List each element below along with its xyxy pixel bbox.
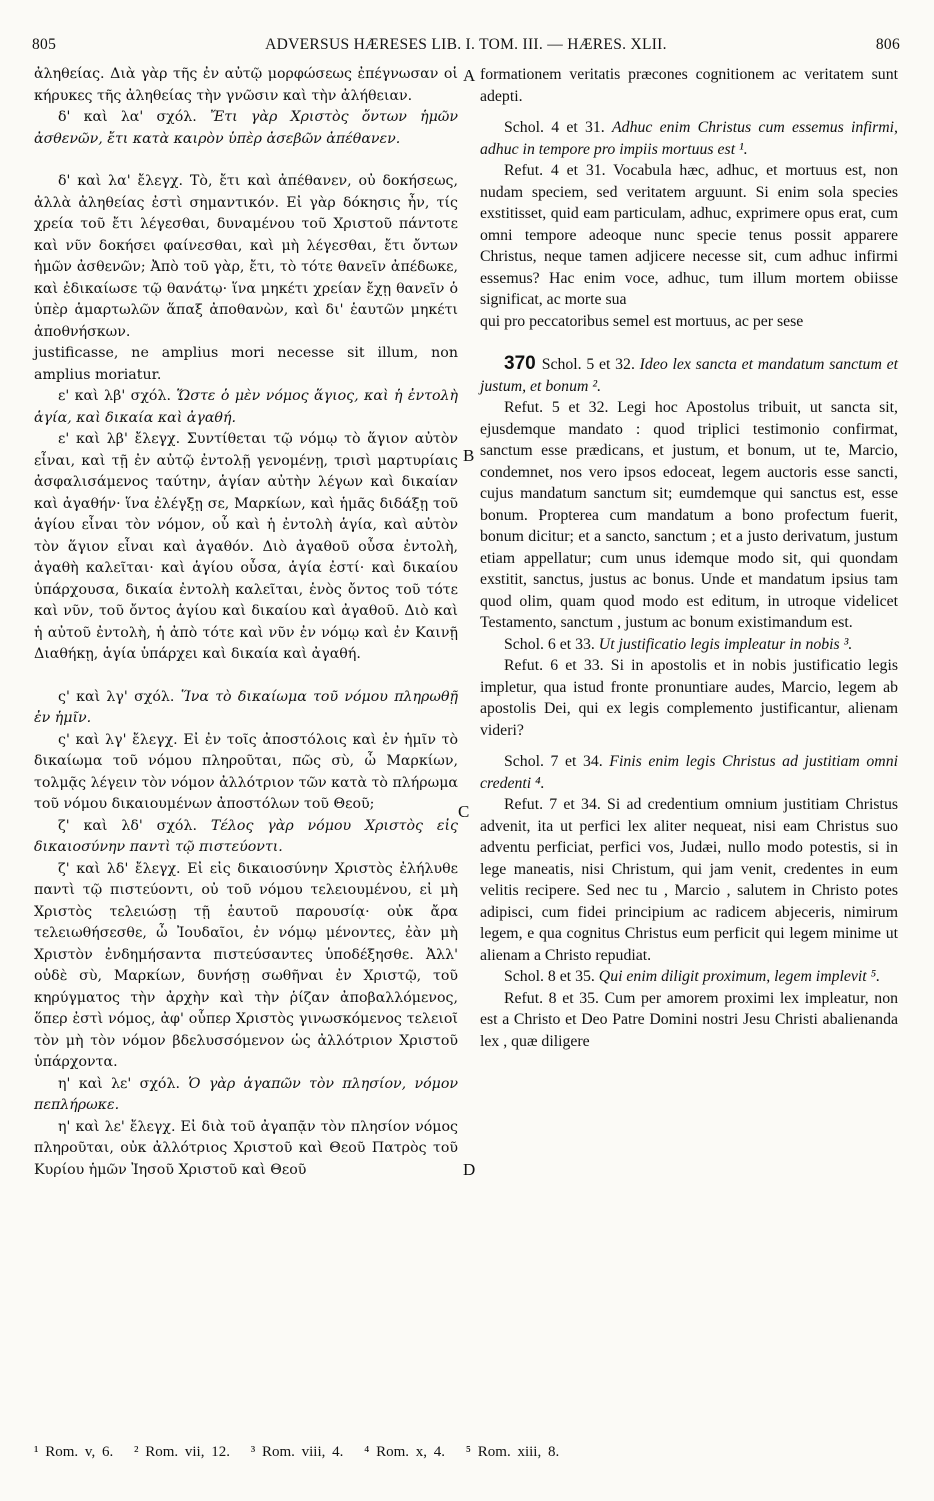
latin-refutation: Refut. 7 et 34. Si ad credentium omnium justitiam Christus advenit, ita ut perfici lex aliter nequeat, nisi eam Christus suo adventu perficiat, perfici vos, Judæi, nullo modo potestis, si in lege maneatis, nisi Christum, qui jam venit, credentes in eum velitis recipere. Sed nec tu , Marcio , salutem in Christo potes adipisci, cum fidei principium ac radicem abjeceris, nimirum legem, e qua cognitus Christus eum perficit qui legem minime ut alienam a Christo repudiat. <box>480 796 898 964</box>
greek-scholion <box>34 107 458 150</box>
scholion-label: ζ' καὶ λδ' σχόλ. <box>58 817 197 834</box>
greek-scholion <box>34 816 458 859</box>
scholion-label: ς' καὶ λγ' σχόλ. <box>58 688 175 705</box>
latin-paragraph: formationem veritatis præcones cognitionem ac veritatem sunt adepti. <box>480 66 898 105</box>
scholion-text: Ut justificatio legis impleatur in nobis ³. <box>598 635 853 653</box>
latin-refutation: Refut. 6 et 33. Si in apostolis et in nobis justificatio legis impletur, qua istud fronte pronuntiare audes, Marcio, legem ab apostolis Dei, qui ex legis complemento justificantur, alienam videri? <box>480 657 898 739</box>
scholion-label: Schol. 8 et 35. <box>504 968 595 985</box>
running-header <box>32 36 900 58</box>
page-number-right: 806 <box>875 36 900 53</box>
scholion-label: Schol. 4 et 31. <box>504 119 605 136</box>
page-number-left: 805 <box>32 36 57 53</box>
latin-paragraph: qui pro peccatoribus semel est mortuus, ac per sese <box>480 312 804 330</box>
scholion-text: Ἔτι γὰρ Χριστὸς ὄντων ἡμῶν ἀσθενῶν, ἔτι κατὰ καιρὸν ὑπὲρ ἀσεβῶν ἀπέθανεν. <box>34 109 458 147</box>
latin-refutation: Refut. 8 et 35. Cum per amorem proximi lex impleatur, non est a Christo et Deo Patre Domini nostri Jesu Christi abalienanda lex , quæ diligere <box>480 989 898 1050</box>
footnote: ¹ Rom. v, 6. <box>34 1444 114 1460</box>
scholion-text: Τέλος γὰρ νόμου Χριστὸς εἰς δικαιοσύνην παντὶ τῷ πιστεύοντι. <box>34 817 458 855</box>
scholion-text: Finis enim legis Christus ad justitiam omni credenti ⁴. <box>480 753 899 792</box>
margin-letter-c: C <box>458 802 470 821</box>
margin-letter-b: B <box>463 446 475 465</box>
margin-letter-a: A <box>463 66 476 85</box>
greek-refutation: δ' καὶ λα' ἔλεγχ. Τὸ, ἔτι καὶ ἀπέθανεν, οὐ δοκήσεως, ἀλλὰ ἀληθείας ἐστὶ σημαντικόν. Εἰ γὰρ δόκησις ἦν, τίς χρεία τοῦ ἔτι λέγεσθαι, δυναμένου τοῦ Χριστοῦ πάντοτε καὶ νῦν δοκήσει φαίνεσθαι, καὶ μὴ λέγεσθαι, ἔτι ὄντων ἡμῶν ἀσθενῶν; Ἀπὸ τοῦ γὰρ, ἔτι, τὸ τότε θανεῖν ἀπέδωκε, καὶ ἐδικαίωσε τῷ θανάτῳ· ἵνα μηκέτι χρείαν ἔχῃ θανεῖν ὁ ὑπὲρ ἁμαρτωλῶν ἅπαξ ἀποθανὼν, καὶ δι' ἑαυτῶν μηκέτι ἀποθνήσκων. <box>34 173 458 340</box>
scholion-label: Schol. 5 et 32. <box>541 356 635 373</box>
scholion-text: Ideo lex sancta et mandatum sanctum et justum, et bonum ². <box>480 356 899 395</box>
scholion-text: Qui enim diligit proximum, legem implevit ⁵. <box>598 968 881 985</box>
latin-scholion <box>480 353 898 397</box>
scholion-text: Adhuc enim Christus cum essemus infirmi, adhuc in tempore pro impiis mortuus est ¹. <box>480 119 898 158</box>
greek-refutation: ζ' καὶ λδ' ἔλεγχ. Εἰ εἰς δικαιοσύνην Χριστὸς ἐλήλυθε παντὶ τῷ πιστεύοντι, οὐ τοῦ νόμου τελειουμένου, εἰ μὴ Χριστὸς τελειώσῃ τῇ ἑαυτοῦ παρουσίᾳ· οὐκ ἄρα τελειωθήσεσθε, ὦ Ἰουδαῖοι, ἐν νόμῳ μένοντες, ἐὰν μὴ Χριστὸν ἐνδημήσαντα πιστεύσαντες ὑποδέξησθε. Ἀλλ' οὐδὲ σὺ, Μαρκίων, δυνήσῃ σωθῆναι ἐν Χριστῷ, τοῦ κηρύγματος τὴν ἀρχὴν καὶ τὴν ῥίζαν ἀποβαλλόμενος, ὅπερ ἐστὶ νόμος, ἀφ' οὗπερ Χριστὸς γινωσκόμενος τελειοῖ τὸν μὴ τὸν νόμον βδελυσσόμενον ὡς ἀλλότριον Χριστοῦ ὑπάρχοντα. <box>34 860 458 1070</box>
greek-refutation: ε' καὶ λβ' ἔλεγχ. Συντίθεται τῷ νόμῳ τὸ ἅγιον αὐτὸν εἶναι, καὶ τῇ ἐν αὐτῷ ἐντολῇ γενομένῃ, τρισὶ μαρτυρίαις ἀσφαλισάμενος ταύτην, ἁγίαν αὐτὴν λέγων καὶ δικαίαν καὶ ἀγαθήν· ἵνα ἐλέγξῃ σε, Μαρκίων, καὶ ἡμᾶς διδάξῃ τοῦ ἁγίου εἶναι τὸν νόμον, οὗ καὶ ἡ ἐντολὴ ἁγία, καὶ αὐτὸν τὸν ἅγιον εἶναι καὶ ἀγαθόν. Διὸ ἀγαθοῦ οὖσα ἐντολὴ, ἀγαθὴ καλεῖται· καὶ ἁγίου οὖσα, ἁγία ἐστί· καὶ δικαίου ὑπάρχουσα, δικαία ἐντολὴ καλεῖται, ἑνὸς ὄντος τοῦ τότε καὶ νῦν, τοῦ ὄντος ἁγίου καὶ δικαίου καὶ ἀγαθοῦ. Διὸ καὶ ἡ αὐτοῦ ἐντολὴ, ἡ ἀπὸ τότε καὶ νῦν ἐν νόμῳ καὶ ἐν Καινῇ Διαθήκῃ, ἁγία ὑπάρχει καὶ δικαία καὶ ἀγαθή. <box>34 431 458 662</box>
greek-scholion <box>34 1074 458 1117</box>
greek-scholion <box>34 386 458 429</box>
greek-column <box>34 64 458 1414</box>
latin-column <box>480 64 898 1414</box>
greek-scholion <box>34 687 458 730</box>
footnote: ² Rom. vii, 12. <box>133 1444 230 1460</box>
greek-refutation: η' καὶ λε' ἔλεγχ. Εἰ διὰ τοῦ ἀγαπᾷν τὸν πλησίον νόμος πληροῦται, οὐκ ἀλλότριος Χριστοῦ καὶ Θεοῦ Πατρὸς τοῦ Κυρίου ἡμῶν Ἰησοῦ Χριστοῦ καὶ Θεοῦ <box>34 1118 458 1178</box>
footnote: ⁵ Rom. xiii, 8. <box>465 1444 560 1460</box>
scholion-label: Schol. 6 et 33. <box>504 635 595 653</box>
column-number: 370 <box>504 353 536 374</box>
latin-scholion <box>480 117 898 160</box>
running-head-title: ADVERSUS HÆRESES LIB. I. TOM. III. — HÆRES. XLII. <box>265 36 667 53</box>
scholion-label: Schol. 7 et 34. <box>504 753 603 770</box>
scholion-label: δ' καὶ λα' σχόλ. <box>58 109 197 125</box>
latin-scholion <box>480 751 898 794</box>
scholion-text: Ὥστε ὁ μὲν νόμος ἅγιος, καὶ ἡ ἐντολὴ ἁγία, καὶ δικαία καὶ ἀγαθή. <box>34 388 458 426</box>
latin-scholion <box>480 966 898 988</box>
greek-paragraph: ἀληθείας. Διὰ γὰρ τῆς ἐν αὐτῷ μορφώσεως ἐπέγνωσαν οἱ κήρυκες τῆς ἀληθείας τὴν γνῶσιν καὶ τὴν ἀλήθειαν. <box>34 66 458 104</box>
scholion-text: Ὁ γὰρ ἀγαπῶν τὸν πλησίον, νόμον πεπλήρωκε. <box>34 1075 458 1113</box>
latin-runover: justificasse, ne amplius mori necesse sit illum, non amplius moriatur. <box>34 345 458 383</box>
margin-letter-d: D <box>463 1160 476 1179</box>
scholion-label: ε' καὶ λβ' σχόλ. <box>58 388 171 404</box>
latin-refutation: Refut. 5 et 32. Legi hoc Apostolus tribuit, ut sancta sit, ejusdemque mandato : quod triplici testimonio confirmat, sanctum esse prædicans, et justum, et bonum, ut te, Marcio, condemnet, nos vero ipsos edoceat, legem auctoris esse sancti, cujus mandatum sanctum sit; eumdemque qui sanctus est, esse bonum. Propterea cum mandatum a bono profectum fuerit, bonum dicitur; et a sancto, sanctum ; et a justo derivatum, justum etiam appellatur; cum unus idemque modo sit, qui quondam exstitit, sanctus, justus ac bonus. Unde et mandatum ipsius tam quod olim, quam quod modo est editum, in utroque videlicet Testamento, sanctum , justum ac bonum existimandum est. <box>480 399 898 631</box>
latin-refutation: Refut. 4 et 31. Vocabula hæc, adhuc, et mortuus est, non nudam speciem, sed veritatem arguunt. Si enim sola species exstitisset, quid eam particulam, adhuc, exprimere opus erat, cum omni tempore adeoque nunc specie tenus possit apparere Christus, neque tamen adjicere necesse sit, cum adhuc infirmi essemus? Hac enim voce, adhuc, tum illum mortem obiisse significat, ac morte sua <box>480 162 898 308</box>
scholion-text: Ἵνα τὸ δικαίωμα τοῦ νόμου πληρωθῇ ἐν ἡμῖν. <box>34 688 458 726</box>
latin-scholion <box>480 634 898 656</box>
greek-refutation: ς' καὶ λγ' ἔλεγχ. Εἰ ἐν τοῖς ἀποστόλοις καὶ ἐν ἡμῖν τὸ δικαίωμα τοῦ νόμου πληροῦται, πῶς σὺ, ὦ Μαρκίων, τολμᾷς λέγειν τὸν νόμον ἀλλότριον τῶν κατὰ τὸ πλήρωμα τοῦ νόμου δικαιουμένων ἀποστόλων τοῦ Θεοῦ; <box>34 731 458 812</box>
footnote: ³ Rom. viii, 4. <box>250 1444 344 1460</box>
scholion-label: η' καὶ λε' σχόλ. <box>58 1075 180 1092</box>
footnote: ⁴ Rom. x, 4. <box>364 1444 446 1460</box>
footnotes <box>34 1444 904 1461</box>
